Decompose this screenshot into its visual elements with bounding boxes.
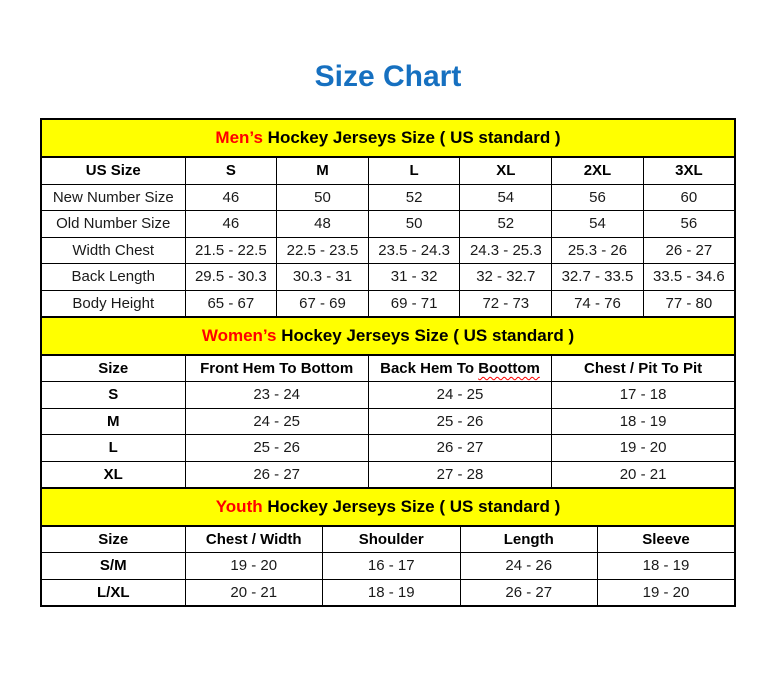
womens-band-highlight: Women’s xyxy=(201,325,277,345)
mens-column-header-4: XL xyxy=(460,157,552,184)
youth-cell: 16 - 17 xyxy=(323,553,461,580)
mens-row-label: New Number Size xyxy=(41,184,185,211)
mens-cell: 72 - 73 xyxy=(460,290,552,317)
womens-cell: 24 - 25 xyxy=(185,408,368,435)
youth-band-title xyxy=(41,488,735,526)
womens-band-rest: Hockey Jerseys Size ( US standard ) xyxy=(276,325,575,345)
mens-size-table xyxy=(40,118,736,318)
womens-cell: 25 - 26 xyxy=(368,408,551,435)
womens-cell: 26 - 27 xyxy=(185,461,368,488)
mens-cell: 25.3 - 26 xyxy=(552,237,644,264)
mens-cell: 32 - 32.7 xyxy=(460,264,552,291)
mens-cell: 24.3 - 25.3 xyxy=(460,237,552,264)
womens-size-table xyxy=(40,316,736,490)
mens-row-label: Width Chest xyxy=(41,237,185,264)
mens-cell: 65 - 67 xyxy=(185,290,277,317)
mens-table-row-0 xyxy=(41,184,735,211)
mens-cell: 23.5 - 24.3 xyxy=(368,237,460,264)
womens-cell: 18 - 19 xyxy=(552,408,735,435)
womens-cell: 20 - 21 xyxy=(552,461,735,488)
mens-cell: 29.5 - 30.3 xyxy=(185,264,277,291)
womens-table-row-1 xyxy=(41,408,735,435)
mens-cell: 46 xyxy=(185,211,277,238)
youth-cell: 24 - 26 xyxy=(460,553,598,580)
womens-column-header-2: Back Hem To Boottom xyxy=(368,355,551,382)
womens-cell: 27 - 28 xyxy=(368,461,551,488)
youth-column-header-2: Shoulder xyxy=(323,526,461,553)
mens-cell: 26 - 27 xyxy=(643,237,735,264)
womens-table-grid xyxy=(40,316,736,490)
mens-cell: 31 - 32 xyxy=(368,264,460,291)
youth-column-header-0: Size xyxy=(41,526,185,553)
mens-cell: 50 xyxy=(368,211,460,238)
mens-row-label: Back Length xyxy=(41,264,185,291)
womens-cell: 26 - 27 xyxy=(368,435,551,462)
youth-cell: 19 - 20 xyxy=(185,553,323,580)
womens-table-row-3 xyxy=(41,461,735,488)
mens-cell: 32.7 - 33.5 xyxy=(552,264,644,291)
youth-size-table xyxy=(40,487,736,608)
youth-cell: 18 - 19 xyxy=(323,579,461,606)
youth-cell: 26 - 27 xyxy=(460,579,598,606)
mens-table-row-2 xyxy=(41,237,735,264)
youth-column-header-3: Length xyxy=(460,526,598,553)
mens-band-rest: Hockey Jerseys Size ( US standard ) xyxy=(262,128,561,147)
mens-cell: 52 xyxy=(460,211,552,238)
mens-cell: 67 - 69 xyxy=(277,290,369,317)
mens-row-label: Old Number Size xyxy=(41,211,185,238)
youth-cell: 19 - 20 xyxy=(598,579,736,606)
mens-cell: 77 - 80 xyxy=(643,290,735,317)
mens-cell: 56 xyxy=(552,184,644,211)
mens-column-header-2: M xyxy=(277,157,369,184)
mens-cell: 48 xyxy=(277,211,369,238)
mens-cell: 30.3 - 31 xyxy=(277,264,369,291)
youth-row-label: S/M xyxy=(41,553,185,580)
mens-cell: 60 xyxy=(643,184,735,211)
mens-column-header-6: 3XL xyxy=(643,157,735,184)
mens-column-header-3: L xyxy=(368,157,460,184)
mens-table-row-3 xyxy=(41,264,735,291)
womens-row-label: M xyxy=(41,408,185,435)
mens-cell: 54 xyxy=(552,211,644,238)
youth-cell: 18 - 19 xyxy=(598,553,736,580)
womens-column-header-0: Size xyxy=(41,355,185,382)
youth-table-row-0 xyxy=(41,553,735,580)
womens-table-row-2 xyxy=(41,435,735,462)
mens-cell: 33.5 - 34.6 xyxy=(643,264,735,291)
youth-band-highlight: Youth xyxy=(215,496,263,516)
size-tables xyxy=(40,118,736,607)
youth-row-label: L/XL xyxy=(41,579,185,606)
youth-table-row-1 xyxy=(41,579,735,606)
mens-cell: 21.5 - 22.5 xyxy=(185,237,277,264)
womens-cell: 17 - 18 xyxy=(552,382,735,409)
mens-table-row-4 xyxy=(41,290,735,317)
mens-column-header-0: US Size xyxy=(41,157,185,184)
mens-cell: 52 xyxy=(368,184,460,211)
womens-row-label: S xyxy=(41,382,185,409)
womens-table-row-0 xyxy=(41,382,735,409)
womens-row-label: XL xyxy=(41,461,185,488)
mens-cell: 54 xyxy=(460,184,552,211)
mens-table-grid xyxy=(40,118,736,318)
womens-band-title xyxy=(41,317,735,355)
womens-row-label: L xyxy=(41,435,185,462)
womens-column-header-3: Chest / Pit To Pit xyxy=(552,355,735,382)
mens-cell: 69 - 71 xyxy=(368,290,460,317)
mens-column-header-1: S xyxy=(185,157,277,184)
womens-cell: 23 - 24 xyxy=(185,382,368,409)
womens-cell: 19 - 20 xyxy=(552,435,735,462)
womens-cell: 24 - 25 xyxy=(368,382,551,409)
mens-cell: 46 xyxy=(185,184,277,211)
womens-cell: 25 - 26 xyxy=(185,435,368,462)
mens-cell: 74 - 76 xyxy=(552,290,644,317)
mens-row-label: Body Height xyxy=(41,290,185,317)
womens-column-header-1: Front Hem To Bottom xyxy=(185,355,368,382)
mens-column-header-5: 2XL xyxy=(552,157,644,184)
mens-cell: 50 xyxy=(277,184,369,211)
mens-table-row-1 xyxy=(41,211,735,238)
mens-cell: 22.5 - 23.5 xyxy=(277,237,369,264)
youth-column-header-1: Chest / Width xyxy=(185,526,323,553)
youth-table-grid xyxy=(40,487,736,608)
page-title: Size Chart xyxy=(314,60,462,93)
youth-band-rest: Hockey Jerseys Size ( US standard ) xyxy=(262,496,561,516)
misspelled-word: Boottom xyxy=(478,359,540,377)
mens-band-highlight: Men’s xyxy=(215,128,263,147)
youth-column-header-4: Sleeve xyxy=(598,526,736,553)
mens-band-title xyxy=(41,119,735,157)
mens-cell: 56 xyxy=(643,211,735,238)
youth-cell: 20 - 21 xyxy=(185,579,323,606)
